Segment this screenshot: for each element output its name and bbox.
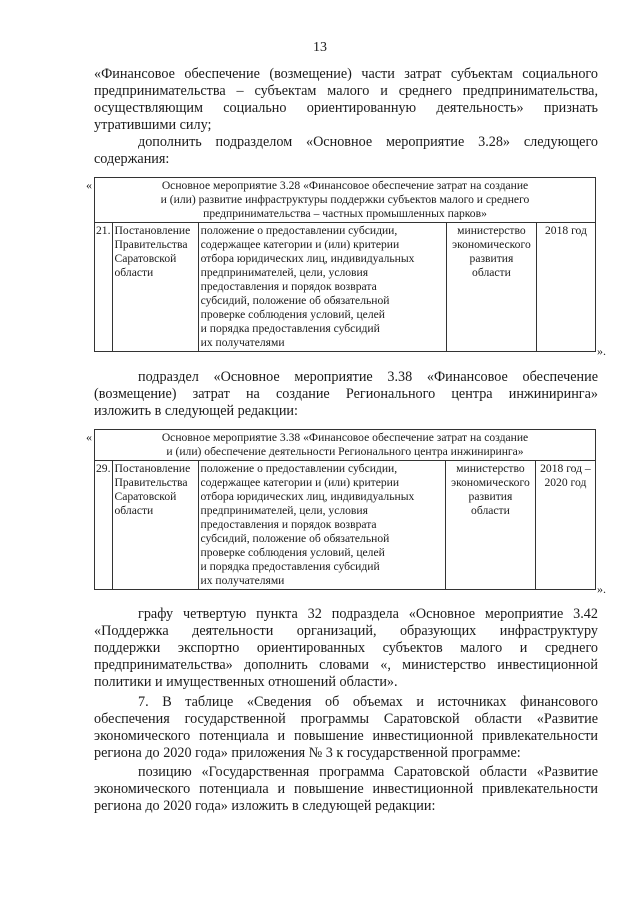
text-line: экономического потенциала и повышение инвестиционной привлекательности bbox=[94, 728, 598, 744]
text-line: (возмещение) затрат на создание Регионального центра инжиниринга» bbox=[94, 386, 598, 402]
table-open-quote: « bbox=[86, 430, 92, 444]
text-line: поддержки экспортно ориентированных субъектов малого и среднего bbox=[94, 640, 598, 656]
paragraph-subsection-3-38 bbox=[94, 369, 598, 420]
text-line: «Финансовое обеспечение (возмещение) части затрат субъектам социального bbox=[94, 66, 598, 82]
paragraph-repeal bbox=[94, 66, 598, 134]
text-line: региона до 2020 года» изложить в следующей редакции: bbox=[94, 798, 436, 814]
executor-cell: министерство экономического развития области bbox=[446, 223, 536, 352]
table-open-quote: « bbox=[86, 178, 92, 192]
paragraph-position bbox=[94, 764, 598, 815]
document-type-cell: Постановление Правительства Саратовской области bbox=[112, 223, 198, 352]
table-close-quote: ». bbox=[597, 344, 606, 358]
text-line: 7. В таблице «Сведения об объемах и источниках финансового bbox=[138, 694, 598, 710]
text-line: экономического потенциала и повышение инвестиционной привлекательности bbox=[94, 781, 598, 797]
table-header-row bbox=[95, 178, 596, 223]
table-row bbox=[95, 461, 596, 590]
document-content-cell: положение о предоставлении субсидии, содержащее категории и (или) критерии отбора юридических лиц, индивидуальных предпринимателей, цели, условия предоставления и порядок возврата субсидий, положение об обязательной проверке соблюдения условий, целей и порядка предоставления субсидий их получателями bbox=[198, 223, 446, 352]
table-header-cell: Основное мероприятие 3.38 «Финансовое обеспечение затрат на создание и (или) обеспечение деятельности Регионального центра инжиниринга» bbox=[95, 430, 596, 461]
paragraph-add-subsection bbox=[94, 134, 598, 168]
text-line: дополнить подразделом «Основное мероприятие 3.28» следующего bbox=[138, 134, 598, 150]
text-line: предпринимательства – субъектам малого и среднего предпринимательства, bbox=[94, 83, 598, 99]
table-header-cell: Основное мероприятие 3.28 «Финансовое обеспечение затрат на создание и (или) развитие инфраструктуры поддержки субъектов малого и среднего предпринимательства – частных промышленных парков» bbox=[95, 178, 596, 223]
text-line: политики и имущественных отношений области». bbox=[94, 674, 398, 690]
table-row bbox=[95, 223, 596, 352]
table-header-row bbox=[95, 430, 596, 461]
measure-table-3-38 bbox=[94, 429, 596, 590]
text-line: графу четвертую пункта 32 подраздела «Основное мероприятие 3.42 bbox=[138, 606, 598, 622]
text-line: утратившими силу; bbox=[94, 117, 212, 133]
table-close-quote: ». bbox=[597, 582, 606, 596]
text-line: осуществляющим социально ориентированную деятельность» признать bbox=[94, 100, 598, 116]
measure-table-3-28 bbox=[94, 177, 596, 352]
text-line: «Поддержка деятельности организаций, образующих инфраструктуру bbox=[94, 623, 598, 639]
text-line: предпринимательства» дополнить словами «, министерство инвестиционной bbox=[94, 657, 598, 673]
text-line: обеспечения государственной программы Саратовской области «Развитие bbox=[94, 711, 598, 727]
row-number: 21. bbox=[95, 223, 113, 352]
text-line: подраздел «Основное мероприятие 3.38 «Финансовое обеспечение bbox=[138, 369, 598, 385]
document-content-cell: положение о предоставлении субсидии, содержащее категории и (или) критерии отбора юридических лиц, индивидуальных предпринимателей, цели, условия предоставления и порядок возврата субсидий, положение об обязательной проверке соблюдения условий, целей и порядка предоставления субсидий их получателями bbox=[198, 461, 446, 590]
row-number: 29. bbox=[95, 461, 113, 590]
text-line: позицию «Государственная программа Саратовской области «Развитие bbox=[138, 764, 598, 780]
text-line: региона до 2020 года» приложения № 3 к государственной программе: bbox=[94, 745, 521, 761]
term-cell: 2018 год bbox=[536, 223, 595, 352]
text-line: содержания: bbox=[94, 151, 170, 167]
executor-cell: министерство экономического развития области bbox=[446, 461, 536, 590]
paragraph-item-7 bbox=[94, 694, 598, 762]
document-type-cell: Постановление Правительства Саратовской области bbox=[112, 461, 198, 590]
page-number: 13 bbox=[313, 40, 327, 55]
paragraph-column-four bbox=[94, 606, 598, 691]
term-cell: 2018 год – 2020 год bbox=[535, 461, 595, 590]
text-line: изложить в следующей редакции: bbox=[94, 403, 298, 419]
